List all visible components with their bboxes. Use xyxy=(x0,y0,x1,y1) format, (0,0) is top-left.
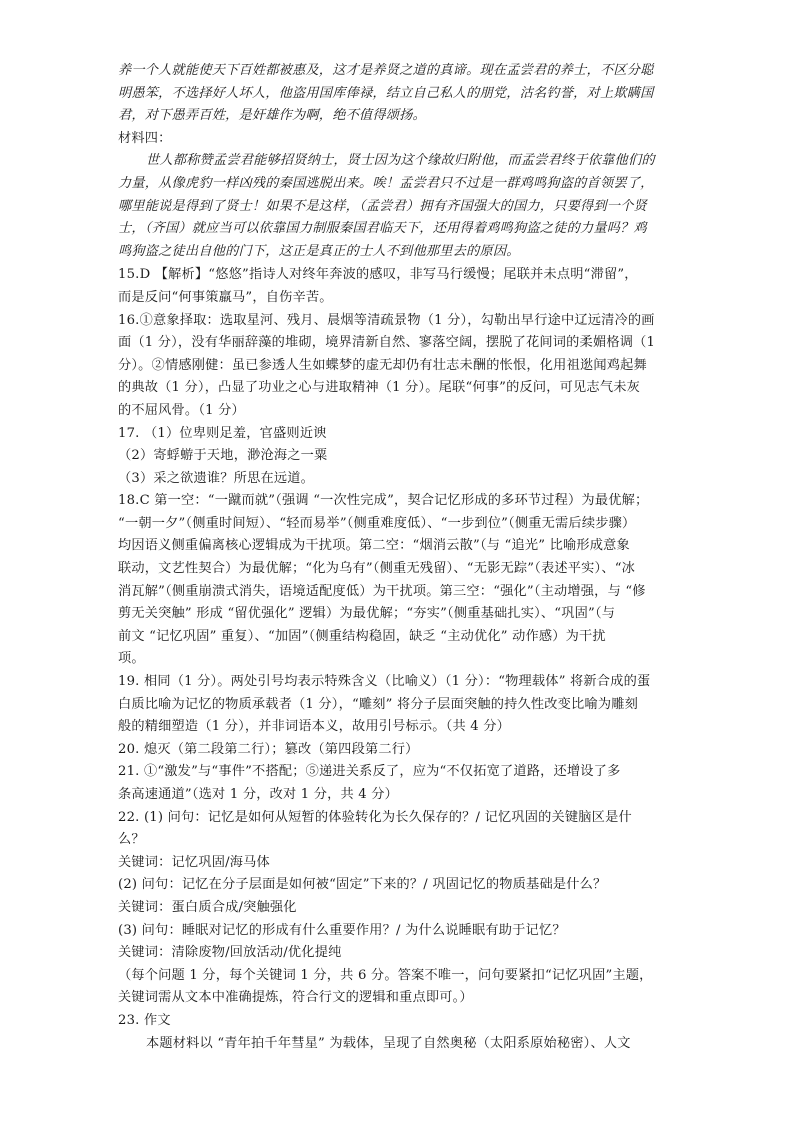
text-line: 关键词：清除废物/回放活动/优化提纯 xyxy=(118,945,342,961)
text-line: 明愚笨，不选择好人坏人，他盗用国库俸禄，结立自己私人的朋党，沽名钓誉，对上欺瞒国 xyxy=(118,85,654,101)
answer-16: 16.①意象择取：选取星河、残月、晨烟等清疏景物（1 分），勾勒出早行途中辽远清冷的画 xyxy=(118,312,655,328)
text-line: 君，对下愚弄百姓，是奸雄作为啊，绝不值得颂扬。 xyxy=(118,108,426,124)
text-line: 士，（齐国）就应当可以依靠国力制服秦国君临天下，还用得着鸡鸣狗盗之徒的力量吗？鸡 xyxy=(118,221,647,237)
text-line: 关键词需从文本中准确提炼，符合行文的逻辑和重点即可。） xyxy=(118,990,473,1006)
text-line: （3）采之欲遗谁？所思在远道。 xyxy=(118,470,315,486)
text-line: 分）。②情感刚健：虽已参透人生如蝶梦的虚无却仍有壮志未酬的怅恨，化用祖逖闻鸡起舞 xyxy=(118,357,647,373)
text-line: 项。 xyxy=(118,651,145,667)
text-line: 剪无关突触” 形成 “留优强化” 逻辑）为最优解；“夯实”（侧重基础扎实）、“巩固”（与 xyxy=(118,606,616,622)
answer-18: 18.C 第一空：“一蹴而就”（强调 “一次性完成”，契合记忆形成的多环节过程）为最优解； xyxy=(118,493,649,509)
text-line: 鸣狗盗之徒出自他的门下，这正是真正的士人不到他那里去的原因。 xyxy=(118,243,520,259)
answer-20: 20. 熄灭（第二段第二行）；篡改（第四段第二行） xyxy=(118,741,419,757)
answer-19: 19. 相同（1 分）。两处引号均表示特殊含义（比喻义）（1 分）：“物理载体” 将新合成的蛋 xyxy=(118,674,651,690)
text-line: 条高速通道”（选对 1 分，改对 1 分，共 4 分） xyxy=(118,787,399,802)
text-line: 的不屈风骨。（1 分） xyxy=(118,402,245,418)
text-line: 关键词：记忆巩固/海马体 xyxy=(118,854,270,870)
text-line: 面（1 分），没有华丽辞藻的堆砌，境界清新自然、寥落空阔，摆脱了花间词的柔媚格调（1 xyxy=(118,335,656,351)
text-line: 的典故（1 分），凸显了功业之心与进取精神（1 分）。尾联“何事”的反问，可见志气未灰 xyxy=(118,380,640,396)
document-page xyxy=(118,60,684,1055)
answer-22: 22. (1) 问句：记忆是如何从短暂的体验转化为长久保存的？/ 记忆巩固的关键脑区是什 xyxy=(118,809,632,825)
text-line: 么？ xyxy=(118,832,145,848)
text-line: 力量，从像虎豹一样凶残的秦国逃脱出来。唉！孟尝君只不过是一群鸡鸣狗盗的首领罢了， xyxy=(118,175,654,191)
section-heading: 材料四： xyxy=(118,130,172,146)
text-line: （2）寄蜉蝣于天地，渺沧海之一粟 xyxy=(118,448,328,464)
answer-21: 21. ①“激发”与“事件”不搭配；⑤递进关系反了，应为“不仅拓宽了道路，还增设了多 xyxy=(118,764,621,780)
text-line: 养一个人就能使天下百姓都被惠及，这才是养贤之道的真谛。现在孟尝君的养士，不区分聪 xyxy=(118,63,654,78)
text-line: 关键词：蛋白质合成/突触强化 xyxy=(118,899,297,915)
text-line: （每个问题 1 分，每个关键词 1 分，共 6 分。答案不唯一，问句要紧扣“记忆巩固”主题， xyxy=(118,967,653,983)
text-line: (2) 问句：记忆在分子层面是如何被“固定”下来的？/ 巩固记忆的物质基础是什么？ xyxy=(118,877,607,893)
answer-23: 23. 作文 xyxy=(118,1012,171,1028)
text-line: 白质比喻为记忆的物质承载者（1 分），“雕刻” 将分子层面突触的持久性改变比喻为雕刻 xyxy=(118,696,638,712)
text-line: 本题材料以 “青年拍千年彗星” 为载体，呈现了自然奥秘（太阳系原始秘密）、人文 xyxy=(146,1035,631,1051)
text-line: 般的精细塑造（1 分），并非词语本义，故用引号标示。（共 4 分） xyxy=(118,719,511,735)
answer-17: 17. （1）位卑则足羞，官盛则近谀 xyxy=(118,425,327,441)
text-line: “一朝一夕”（侧重时间短）、“轻而易举”（侧重难度低）、“一步到位”（侧重无需后续步骤） xyxy=(118,515,636,531)
text-line: 消瓦解”（侧重崩溃式消失，语境适配度低）为干扰项。第三空：“强化”（主动增强，与 “修 xyxy=(118,583,646,599)
text-line: 均因语义侧重偏离核心逻辑成为干扰项。第二空：“烟消云散”（与 “追光” 比喻形成意象 xyxy=(118,538,630,554)
text-line: (3) 问句：睡眠对记忆的形成有什么重要作用？/ 为什么说睡眠有助于记忆？ xyxy=(118,922,566,938)
text-line: 而是反问“何事策羸马”，自伤辛苦。 xyxy=(118,289,333,305)
answer-15: 15.D 【解析】“悠悠”指诗人对终年奔波的感叹，非写马行缓慢；尾联并未点明“滞留”， xyxy=(118,267,638,283)
text-line: 联动，文艺性契合）为最优解；“化为乌有”（侧重无残留）、“无影无踪”（表述平实）、“冰 xyxy=(118,561,636,577)
text-line: 前文 “记忆巩固” 重复）、“加固”（侧重结构稳固，缺乏 “主动优化” 动作感）为干扰 xyxy=(118,628,606,644)
text-line: 世人都称赞孟尝君能够招贤纳士，贤士因为这个缘故归附他，而孟尝君终于依靠他们的 xyxy=(146,153,655,169)
text-line: 哪里能说是得到了贤士！如果不是这样，（孟尝君）拥有齐国强大的国力，只要得到一个贤 xyxy=(118,198,647,214)
